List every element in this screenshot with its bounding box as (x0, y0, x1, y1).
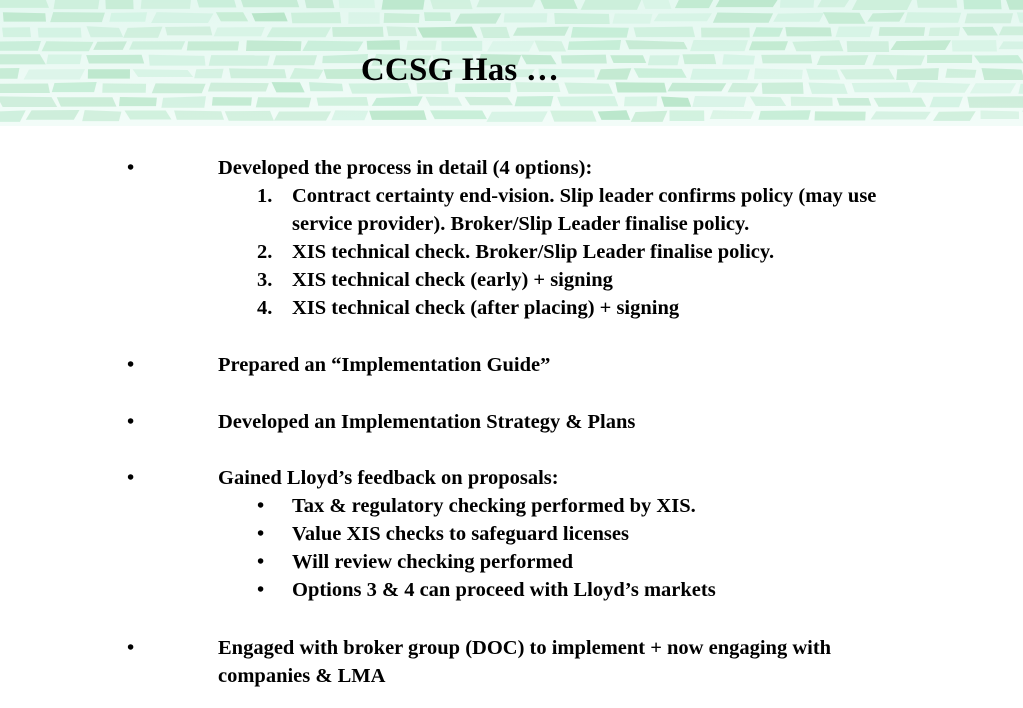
banner-tile (571, 27, 629, 38)
banner-tile (624, 96, 657, 106)
banner-tile (225, 111, 274, 121)
banner-tile (791, 97, 833, 106)
banner-tile (424, 12, 451, 21)
bullet-marker: • (127, 467, 135, 489)
banner-tile (387, 26, 418, 36)
banner-tile (871, 111, 931, 119)
banner-tile (867, 12, 904, 21)
banner-tile (331, 110, 368, 120)
list-item-text: Gained Lloyd’s feedback on proposals: (218, 467, 559, 489)
banner-tile (879, 27, 926, 36)
banner-tile (513, 27, 569, 36)
sub-bullet-marker: • (257, 579, 265, 601)
item-text: XIS technical check (early) + signing (292, 269, 613, 291)
banner-tile (151, 12, 213, 23)
item-number: 3. (257, 269, 273, 291)
banner-tile (785, 27, 832, 36)
banner-tile (87, 26, 124, 37)
banner-tile (713, 13, 773, 23)
banner-tile (557, 96, 618, 106)
banner-tile (965, 13, 1014, 23)
banner-tile (750, 96, 786, 106)
item-text: Options 3 & 4 can proceed with Lloyd’s markets (292, 579, 716, 601)
banner-tile (504, 13, 548, 22)
banner-tile (540, 0, 578, 9)
banner-tile (123, 27, 162, 38)
banner-tile (339, 0, 376, 8)
list-item-text: Developed an Implementation Strategy & Plans (218, 411, 636, 433)
banner-tile (267, 27, 331, 37)
banner-tile (486, 111, 547, 122)
banner-tile (216, 12, 248, 21)
banner-tile (406, 41, 436, 50)
banner-tile (317, 97, 369, 106)
banner-tile (675, 0, 714, 8)
list-item-text: companies & LMA (218, 665, 386, 687)
banner-tile (476, 0, 536, 7)
banner-tile (930, 97, 963, 108)
banner-tile (141, 0, 191, 9)
banner-tile (852, 0, 913, 10)
bullet-marker: • (127, 411, 135, 433)
banner-tile (581, 0, 642, 10)
banner-tile (891, 40, 951, 50)
banner-tile (612, 14, 652, 24)
banner-tile (758, 110, 810, 119)
banner-tile (661, 97, 691, 107)
banner-tile (174, 111, 224, 120)
banner-tile (701, 28, 750, 38)
banner-tile (214, 27, 265, 36)
banner-tile (945, 69, 976, 78)
banner-tile (109, 12, 147, 22)
banner-tile (455, 13, 501, 23)
sub-bullet-marker: • (257, 495, 265, 517)
banner-tile (905, 12, 962, 22)
banner-tile (981, 111, 1020, 120)
banner-tile (982, 68, 1023, 80)
banner-tile (50, 12, 105, 22)
banner-tile (550, 111, 596, 122)
bullet-marker: • (127, 354, 135, 376)
banner-tile (372, 96, 423, 106)
item-text: Will review checking performed (292, 551, 574, 573)
banner-tile (917, 0, 958, 8)
banner-tile (274, 111, 331, 120)
banner-tile (642, 0, 671, 9)
banner-tile (165, 27, 212, 36)
banner-tile (749, 41, 788, 50)
banner-tile (817, 0, 849, 7)
banner-tile (93, 41, 127, 50)
banner-tile (823, 12, 865, 23)
banner-tile (0, 0, 49, 8)
bullet-marker: • (127, 637, 135, 659)
item-text: service provider). Broker/Slip Leader finalise policy. (292, 213, 750, 235)
banner-tile (631, 111, 668, 122)
banner-tile (0, 96, 57, 107)
item-number: 1. (257, 185, 273, 207)
banner-tile (369, 110, 426, 120)
banner-tile (480, 27, 510, 38)
banner-tile (332, 27, 384, 37)
banner-tile (933, 111, 976, 121)
item-number: 4. (257, 297, 273, 319)
banner-tile (26, 110, 80, 120)
banner-tile (554, 13, 610, 24)
banner-tile (367, 40, 400, 50)
item-text: XIS technical check. Broker/Slip Leader finalise policy. (292, 241, 775, 263)
banner-tile (125, 111, 172, 120)
banner-tile (692, 96, 746, 107)
banner-tile (815, 111, 866, 120)
banner-tile (967, 96, 1023, 108)
list-item-text: Prepared an “Implementation Guide” (218, 354, 551, 376)
banner-tile (710, 110, 754, 119)
item-text: Value XIS checks to safeguard licenses (292, 523, 629, 545)
banner-tile (654, 13, 712, 21)
banner-tile (598, 110, 631, 120)
banner-tile (952, 40, 997, 51)
item-number: 2. (257, 241, 273, 263)
banner-tile (57, 97, 117, 106)
banner-tile (780, 0, 814, 8)
banner-tile (962, 27, 998, 36)
banner-tile (927, 55, 972, 63)
banner-tile (753, 27, 784, 36)
banner-tile (999, 27, 1023, 36)
list-item-text: Developed the process in detail (4 options): (218, 157, 593, 179)
banner-tile (129, 41, 185, 49)
list-item-text: Engaged with broker group (DOC) to implement + now engaging with (218, 637, 832, 659)
banner-tile (54, 0, 100, 9)
banner-tile (119, 97, 157, 106)
banner-tile (963, 0, 1001, 9)
item-text: XIS technical check (after placing) + signing (292, 297, 680, 319)
banner-tile (348, 12, 379, 24)
banner-tile (426, 97, 463, 106)
banner-tile (929, 27, 961, 36)
banner-tile (836, 27, 874, 38)
sub-bullet-marker: • (257, 551, 265, 573)
banner-tile (252, 13, 288, 22)
banner-tile (837, 98, 871, 106)
banner-tile (912, 82, 971, 93)
banner-tile (2, 27, 31, 37)
banner-tile (212, 97, 252, 106)
item-text: Tax & regulatory checking performed by XIS. (292, 495, 696, 517)
banner-tile (417, 27, 477, 38)
banner-tile (773, 13, 824, 22)
banner-tile (197, 0, 237, 8)
sub-bullet-marker: • (257, 523, 265, 545)
banner-tile (970, 83, 1016, 93)
banner-tile (3, 12, 46, 21)
banner-tile (241, 0, 300, 7)
banner-tile (384, 13, 420, 23)
banner-tile (161, 96, 206, 108)
banner-tile (256, 97, 311, 107)
banner-tile (568, 40, 621, 50)
banner-tile (382, 0, 425, 10)
page-title: CCSG Has … (360, 52, 560, 88)
banner-tile (465, 97, 513, 105)
banner-tile (38, 28, 82, 38)
banner-tile (305, 0, 335, 8)
banner-tile (430, 0, 473, 9)
banner-tile (874, 98, 927, 107)
banner-tile (515, 96, 554, 106)
banner-tile (105, 0, 133, 9)
banner-tile (670, 110, 705, 121)
banner-tile (291, 12, 341, 23)
banner-tile (82, 110, 121, 121)
bullet-marker: • (127, 157, 135, 179)
banner-tile (974, 55, 1023, 63)
item-text: Contract certainty end-vision. Slip leader confirms policy (may use (292, 185, 877, 207)
banner-tile (430, 110, 487, 119)
banner-tile (716, 0, 778, 7)
banner-tile (634, 27, 696, 37)
